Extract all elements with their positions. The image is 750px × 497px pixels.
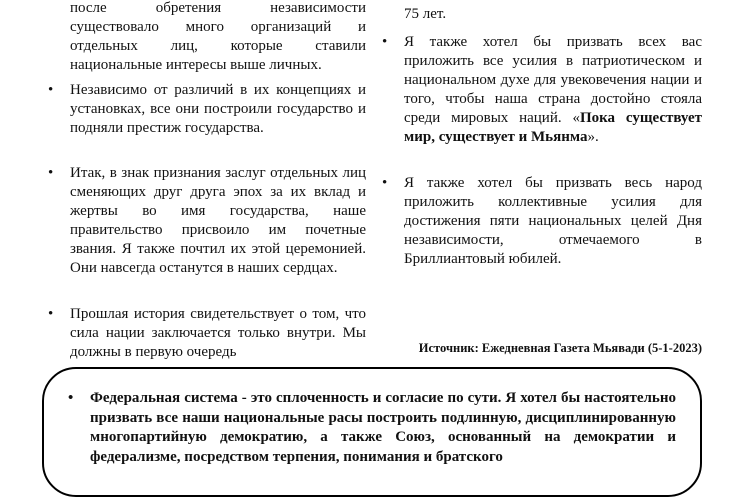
bullet-icon: • [48, 82, 54, 98]
bullet-icon: • [48, 306, 54, 322]
bullet-icon: • [68, 390, 74, 406]
right-bullet-2 [382, 174, 702, 269]
left-bullet-2-text: Итак, в знак признания заслуг отдельных лиц сменяющих друг друга эпох за их вклад и жертвы во имя государства, наше правительство присвоило им почетные звания. Я также почтил их этой церемонией. Они навсегда останутся в наших сердцах. [70, 165, 366, 276]
right-top-line: 75 лет. [404, 6, 447, 22]
left-bullet-3 [48, 305, 366, 361]
left-bullet-3-text: Прошлая история свидетельствует о том, что сила нации заключается только внутри. Мы должны в первую очередь [70, 306, 366, 360]
bullet-icon: • [48, 165, 54, 181]
left-intro-paragraph: после обретения независимости существовало много организаций и отдельных лиц, которые ставили национальные интересы выше личных. [70, 0, 366, 73]
right-bullet-1 [382, 33, 702, 147]
bullet-icon: • [382, 34, 388, 50]
slogan-quote: Пока существует мир, существует и Мьянма [404, 110, 702, 145]
highlight-box [42, 367, 702, 497]
left-bullet-1 [48, 81, 366, 138]
right-bullet-2-text: Я также хотел бы призвать весь народ приложить коллективные усилия для достижения пяти национальных целей Дня независимости, отмечаемого в Бриллиантовый юбилей. [404, 175, 702, 267]
source-citation: Источник: Ежедневная Газета Мьявади (5-1-2023) [418, 341, 702, 355]
right-bullet-1-body: Я также хотел бы призвать всех вас приложить все усилия в патриотическом и национальном духе для увековечения нации и того, чтобы наша страна достойно стояла среди мировых наций. [404, 34, 702, 126]
left-bullet-1-text: Независимо от различий в их концепциях и установках, все они построили государство и подняли престиж государства. [70, 82, 366, 136]
quote-close: ». [587, 129, 599, 145]
bullet-icon: • [382, 175, 388, 191]
box-bullet [68, 389, 676, 467]
box-bullet-text: Федеральная система - это сплоченность и согласие по сути. Я хотел бы настоятельно призвать все наши национальные расы построить подлинную, дисциплинированную многопартийную демократию, а также Союз, основанный на демократии и федерализме, посредством терпения, понимания и братского [90, 390, 676, 465]
left-bullet-2 [48, 164, 366, 278]
right-bullet-1-text [404, 33, 702, 147]
quote-open: « [572, 110, 580, 126]
